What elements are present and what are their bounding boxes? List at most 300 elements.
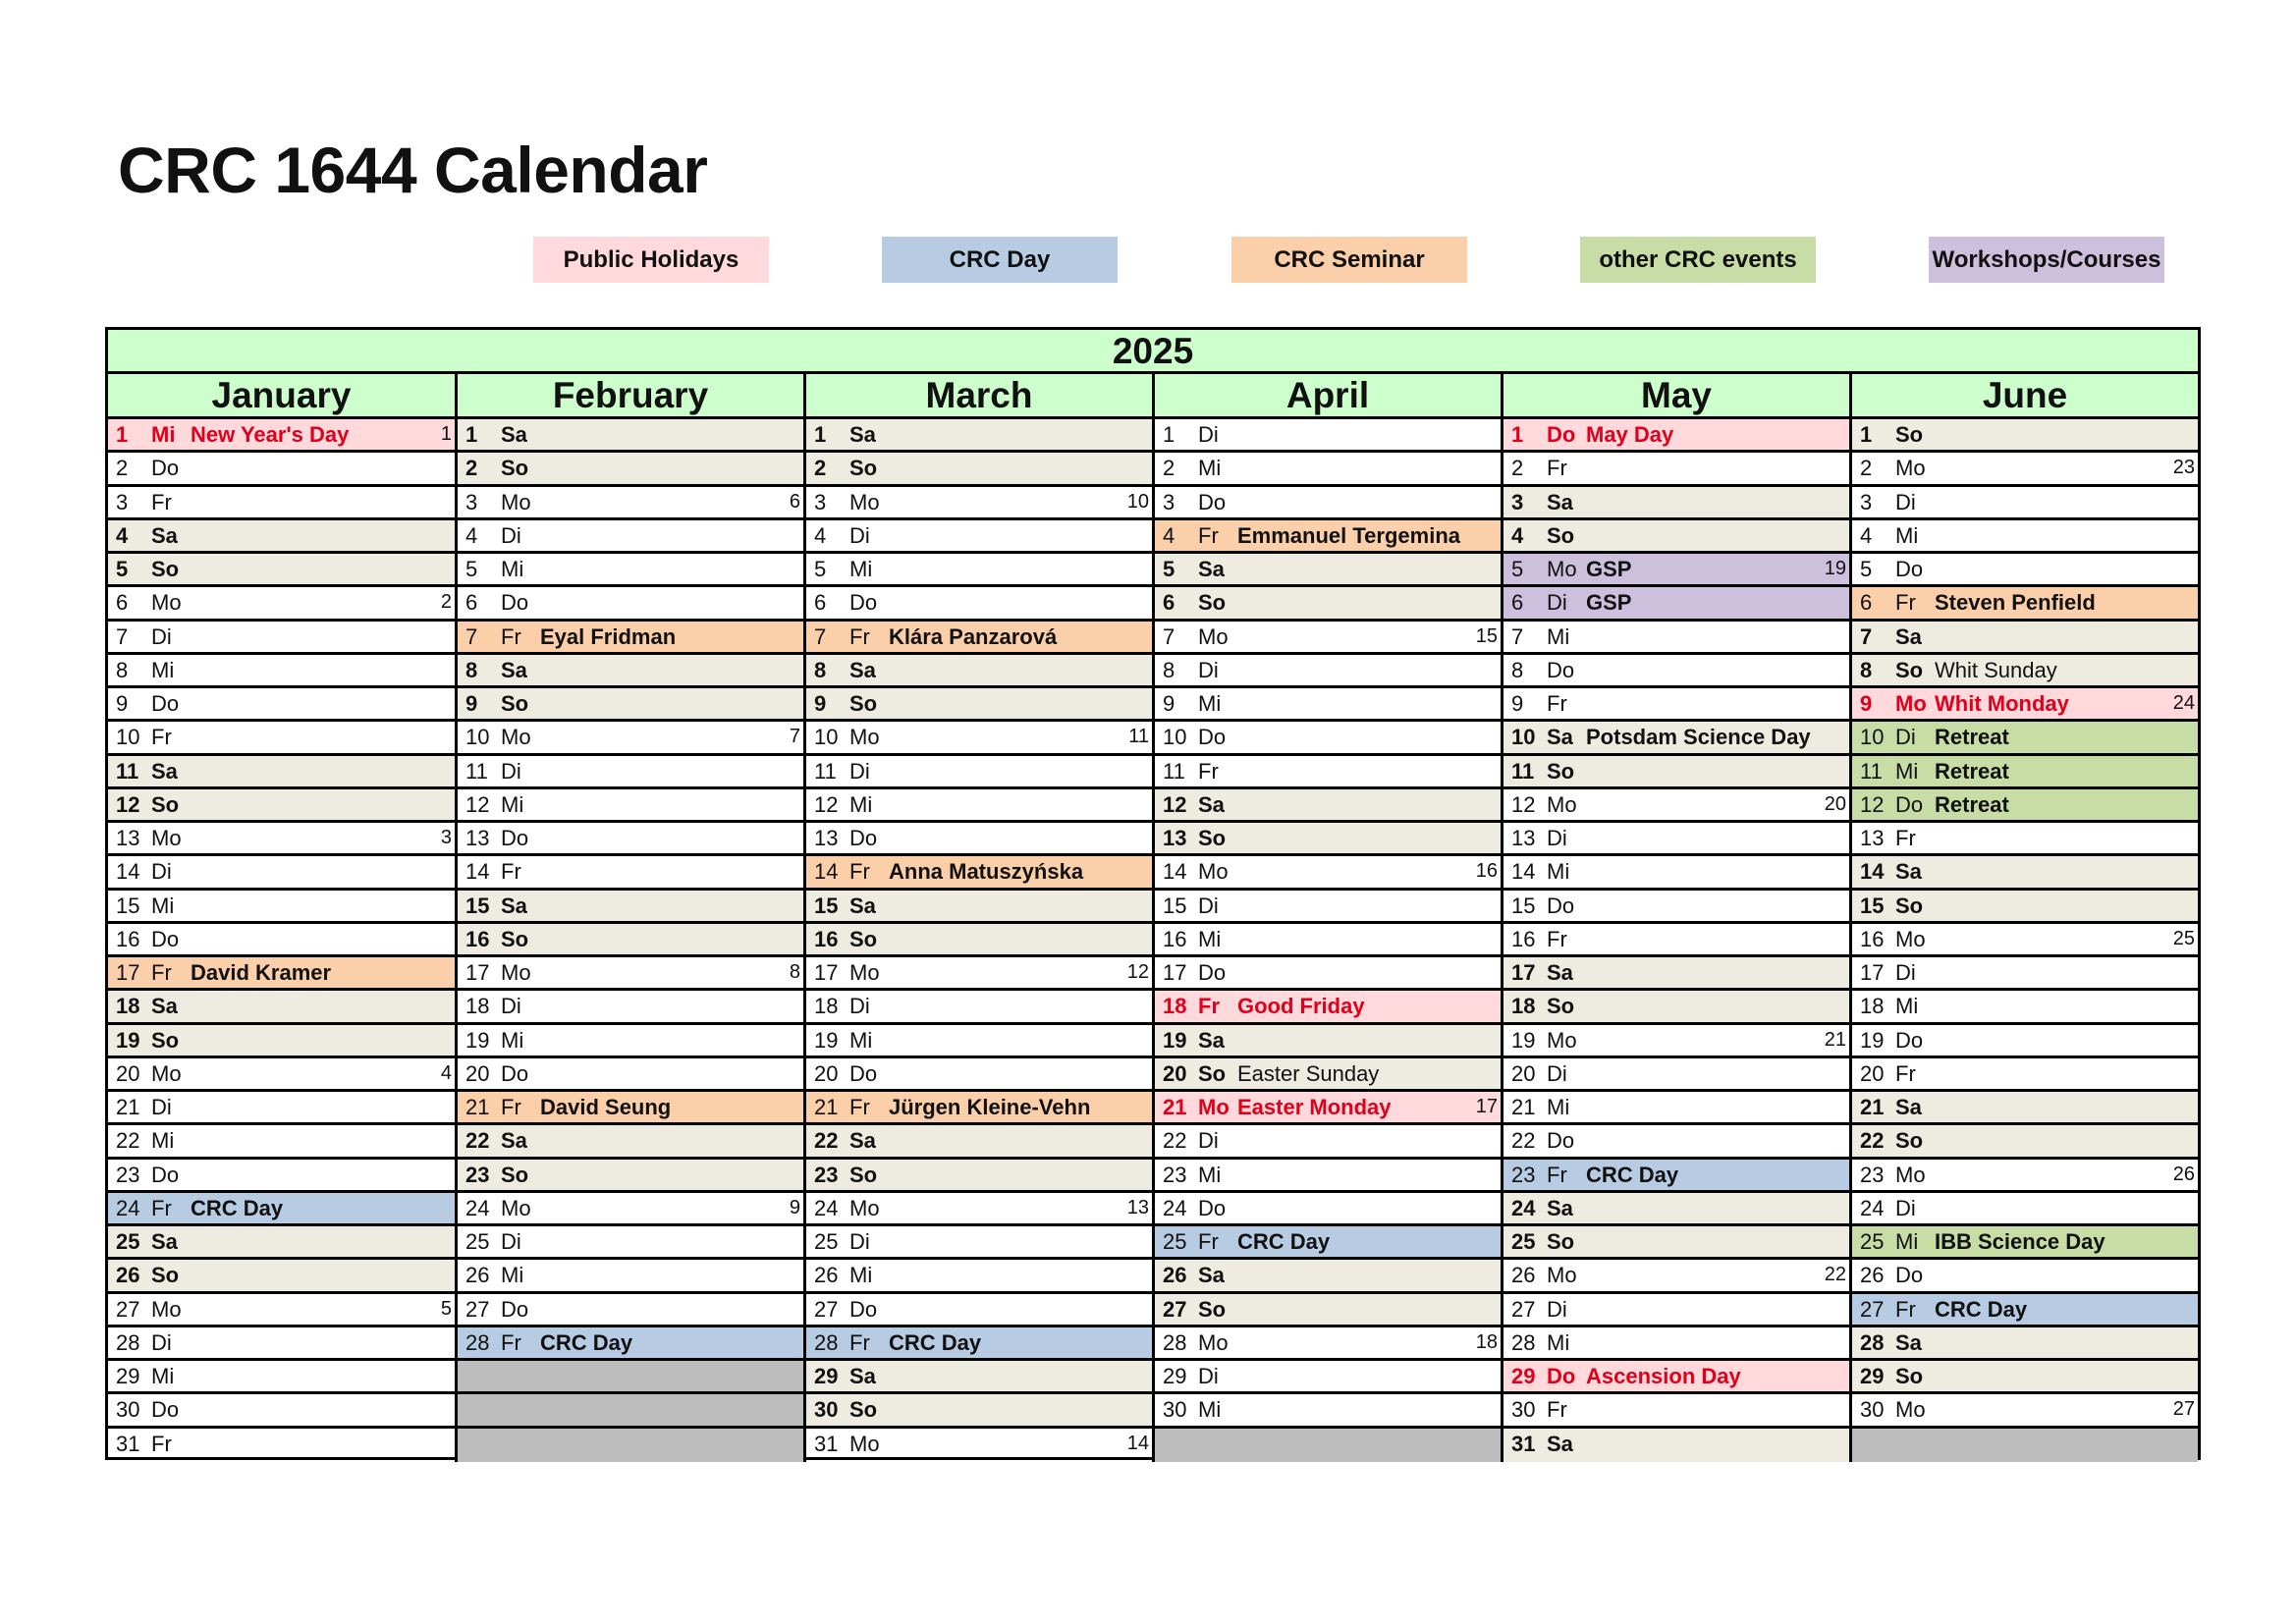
weekday-label: Di bbox=[1547, 1296, 1567, 1322]
event-label: Eyal Fridman bbox=[540, 623, 677, 649]
weekday-label: Mi bbox=[1198, 1397, 1222, 1423]
day-cell bbox=[806, 1058, 1152, 1092]
day-cell bbox=[1503, 622, 1849, 655]
weekday-label: Sa bbox=[849, 1128, 876, 1154]
day-cell bbox=[806, 587, 1152, 621]
day-cell bbox=[806, 1429, 1152, 1462]
day-cell bbox=[458, 622, 803, 655]
week-number: 11 bbox=[1128, 726, 1149, 748]
event-label: CRC Day bbox=[191, 1195, 284, 1220]
day-cell bbox=[108, 520, 455, 554]
day-number: 25 bbox=[1511, 1229, 1536, 1254]
day-number: 25 bbox=[116, 1229, 140, 1254]
day-number: 17 bbox=[1511, 960, 1536, 985]
weekday-label: Do bbox=[1547, 422, 1576, 447]
day-number: 29 bbox=[1163, 1364, 1187, 1388]
day-number: 6 bbox=[465, 590, 478, 616]
day-number: 23 bbox=[465, 1162, 490, 1187]
day-number: 21 bbox=[814, 1095, 839, 1119]
day-number: 10 bbox=[1163, 725, 1187, 750]
day-cell bbox=[1503, 1394, 1849, 1428]
day-number: 27 bbox=[465, 1296, 490, 1322]
day-cell bbox=[1155, 1160, 1501, 1193]
day-cell bbox=[458, 957, 803, 991]
weekday-label: Mi bbox=[501, 1263, 524, 1288]
weekday-label: Mi bbox=[501, 1027, 524, 1053]
day-cell bbox=[806, 1125, 1152, 1159]
day-cell bbox=[1155, 1193, 1501, 1226]
day-cell bbox=[1503, 856, 1849, 890]
event-label: Emmanuel Tergemina bbox=[1237, 522, 1460, 548]
day-cell bbox=[458, 1125, 803, 1159]
day-cell bbox=[1852, 1092, 2198, 1125]
legend-public-holidays: Public Holidays bbox=[533, 237, 769, 283]
weekday-label: Mo bbox=[1198, 1095, 1230, 1119]
day-cell bbox=[1155, 1058, 1501, 1092]
day-cell bbox=[458, 1226, 803, 1260]
day-number: 11 bbox=[1163, 758, 1185, 784]
event-label: Easter Sunday bbox=[1237, 1060, 1380, 1086]
weekday-label: Di bbox=[501, 758, 521, 784]
weekday-label: Sa bbox=[151, 522, 178, 548]
weekday-label: So bbox=[151, 1263, 180, 1288]
weekday-label: Do bbox=[849, 1296, 878, 1322]
weekday-label: Mo bbox=[501, 960, 531, 985]
weekday-label: So bbox=[849, 456, 878, 481]
day-number: 16 bbox=[1163, 926, 1187, 951]
day-number: 28 bbox=[116, 1329, 140, 1355]
day-cell bbox=[108, 1226, 455, 1260]
event-label: Good Friday bbox=[1237, 994, 1365, 1019]
day-cell bbox=[806, 1226, 1152, 1260]
weekday-label: Sa bbox=[151, 758, 178, 784]
weekday-label: Mo bbox=[849, 1195, 880, 1220]
month-column-april bbox=[1155, 419, 1503, 1462]
day-cell bbox=[1852, 1025, 2198, 1058]
day-number: 27 bbox=[1511, 1296, 1536, 1322]
day-cell bbox=[458, 1058, 803, 1092]
day-number: 2 bbox=[465, 456, 478, 481]
day-cell bbox=[108, 991, 455, 1024]
weekday-label: So bbox=[1895, 893, 1924, 918]
day-number: 24 bbox=[1163, 1195, 1187, 1220]
empty-day-cell bbox=[458, 1394, 803, 1428]
weekday-label: Mo bbox=[849, 489, 880, 514]
day-cell bbox=[108, 789, 455, 823]
day-number: 23 bbox=[1511, 1162, 1536, 1187]
day-number: 20 bbox=[1163, 1060, 1187, 1086]
day-number: 8 bbox=[814, 657, 827, 682]
weekday-label: Do bbox=[849, 590, 878, 616]
day-number: 31 bbox=[814, 1431, 839, 1456]
day-number: 25 bbox=[465, 1229, 490, 1254]
day-cell bbox=[1155, 1361, 1501, 1394]
weekday-label: Sa bbox=[151, 1229, 178, 1254]
weekday-label: Mo bbox=[1198, 859, 1229, 885]
event-label: Easter Monday bbox=[1237, 1095, 1392, 1119]
weekday-label: Fr bbox=[501, 623, 521, 649]
weekday-label: Fr bbox=[1198, 758, 1219, 784]
day-cell bbox=[1503, 823, 1849, 856]
week-number: 9 bbox=[789, 1196, 800, 1218]
day-cell bbox=[458, 587, 803, 621]
day-cell bbox=[1503, 1160, 1849, 1193]
weekday-label: So bbox=[1895, 1364, 1924, 1388]
day-cell bbox=[108, 688, 455, 722]
weekday-label: Sa bbox=[151, 994, 178, 1019]
day-cell bbox=[108, 622, 455, 655]
day-number: 2 bbox=[1163, 456, 1175, 481]
weekday-label: So bbox=[849, 926, 878, 951]
weekday-label: So bbox=[501, 926, 529, 951]
week-number: 15 bbox=[1475, 624, 1498, 647]
weekday-label: Mi bbox=[1895, 522, 1919, 548]
day-cell bbox=[806, 1294, 1152, 1327]
day-number: 4 bbox=[814, 522, 827, 548]
day-number: 28 bbox=[1511, 1329, 1536, 1355]
day-number: 9 bbox=[814, 691, 827, 716]
weekday-label: Mo bbox=[1547, 557, 1577, 581]
weekday-label: So bbox=[1198, 1296, 1227, 1322]
weekday-label: Sa bbox=[501, 893, 527, 918]
day-number: 17 bbox=[814, 960, 839, 985]
event-label: David Kramer bbox=[191, 960, 332, 985]
day-cell bbox=[1503, 1025, 1849, 1058]
day-cell bbox=[108, 487, 455, 520]
day-cell bbox=[806, 453, 1152, 486]
event-label: IBB Science Day bbox=[1935, 1229, 2105, 1254]
day-cell bbox=[1852, 756, 2198, 789]
week-number: 23 bbox=[2172, 457, 2195, 479]
day-number: 10 bbox=[465, 725, 490, 750]
day-cell bbox=[806, 957, 1152, 991]
weekday-label: So bbox=[501, 1162, 529, 1187]
day-cell bbox=[1852, 1125, 2198, 1159]
day-cell bbox=[806, 419, 1152, 453]
day-cell bbox=[1852, 520, 2198, 554]
day-cell bbox=[1155, 419, 1501, 453]
day-number: 30 bbox=[116, 1397, 140, 1423]
weekday-label: Sa bbox=[1198, 557, 1225, 581]
day-number: 23 bbox=[814, 1162, 839, 1187]
event-label: Steven Penfield bbox=[1935, 590, 2096, 616]
weekday-label: So bbox=[1547, 522, 1575, 548]
day-cell bbox=[1155, 1025, 1501, 1058]
weekday-label: Sa bbox=[849, 893, 876, 918]
day-cell bbox=[1503, 756, 1849, 789]
weekday-label: Mi bbox=[151, 893, 175, 918]
month-column-may bbox=[1503, 419, 1852, 1462]
weekday-label: Sa bbox=[501, 422, 527, 447]
day-cell bbox=[806, 823, 1152, 856]
day-number: 20 bbox=[1860, 1060, 1885, 1086]
day-number: 7 bbox=[1163, 623, 1175, 649]
weekday-label: So bbox=[1895, 657, 1924, 682]
weekday-label: Mo bbox=[1895, 456, 1926, 481]
day-number: 11 bbox=[116, 758, 139, 784]
day-cell bbox=[1503, 1058, 1849, 1092]
weekday-label: Sa bbox=[1547, 489, 1573, 514]
day-number: 8 bbox=[1511, 657, 1524, 682]
weekday-label: Di bbox=[501, 1229, 521, 1254]
day-number: 26 bbox=[1163, 1263, 1187, 1288]
day-cell bbox=[108, 419, 455, 453]
day-number: 5 bbox=[1163, 557, 1175, 581]
day-number: 3 bbox=[1860, 489, 1873, 514]
day-number: 12 bbox=[465, 791, 490, 817]
day-cell bbox=[458, 655, 803, 688]
day-number: 17 bbox=[1860, 960, 1885, 985]
weekday-label: Di bbox=[849, 522, 870, 548]
day-cell bbox=[806, 622, 1152, 655]
month-header-may: May bbox=[1503, 374, 1852, 419]
weekday-label: Mi bbox=[1547, 623, 1570, 649]
day-cell bbox=[806, 1361, 1152, 1394]
day-number: 31 bbox=[116, 1431, 140, 1456]
event-label: CRC Day bbox=[1935, 1296, 2028, 1322]
weekday-label: Fr bbox=[849, 1095, 870, 1119]
month-header-april: April bbox=[1155, 374, 1503, 419]
weekday-label: Fr bbox=[1198, 522, 1219, 548]
weekday-label: Mi bbox=[151, 1128, 175, 1154]
day-number: 17 bbox=[1163, 960, 1187, 985]
day-cell bbox=[108, 554, 455, 587]
day-number: 21 bbox=[1511, 1095, 1536, 1119]
weekday-label: Mi bbox=[1198, 691, 1222, 716]
day-cell bbox=[1852, 1193, 2198, 1226]
weekday-label: Fr bbox=[1895, 590, 1916, 616]
day-number: 19 bbox=[116, 1027, 140, 1053]
day-number: 9 bbox=[1511, 691, 1524, 716]
weekday-label: Mo bbox=[151, 826, 182, 850]
day-number: 16 bbox=[1860, 926, 1885, 951]
week-number: 17 bbox=[1475, 1096, 1498, 1117]
day-cell bbox=[108, 1394, 455, 1428]
weekday-label: So bbox=[151, 557, 180, 581]
day-cell bbox=[108, 1294, 455, 1327]
day-cell bbox=[806, 924, 1152, 957]
weekday-label: Mi bbox=[1198, 1162, 1222, 1187]
day-cell bbox=[1155, 924, 1501, 957]
day-cell bbox=[806, 891, 1152, 924]
day-cell bbox=[458, 419, 803, 453]
weekday-label: Mo bbox=[1547, 791, 1577, 817]
week-number: 7 bbox=[789, 726, 800, 748]
weekday-label: Do bbox=[849, 1060, 878, 1086]
event-label: GSP bbox=[1586, 590, 1632, 616]
day-cell bbox=[108, 823, 455, 856]
weekday-label: Do bbox=[501, 1296, 529, 1322]
weekday-label: Mi bbox=[501, 791, 524, 817]
day-cell bbox=[1503, 991, 1849, 1024]
day-number: 19 bbox=[1163, 1027, 1187, 1053]
day-number: 17 bbox=[465, 960, 490, 985]
day-cell bbox=[1503, 520, 1849, 554]
day-cell bbox=[458, 789, 803, 823]
weekday-label: Mo bbox=[501, 489, 531, 514]
week-number: 5 bbox=[440, 1297, 452, 1320]
empty-day-cell bbox=[458, 1429, 803, 1462]
week-number: 13 bbox=[1126, 1196, 1149, 1218]
day-cell bbox=[806, 789, 1152, 823]
weekday-label: Mo bbox=[1198, 1329, 1229, 1355]
week-number: 4 bbox=[440, 1061, 452, 1084]
day-cell bbox=[1852, 487, 2198, 520]
weekday-label: Do bbox=[1198, 489, 1227, 514]
day-number: 28 bbox=[1163, 1329, 1187, 1355]
day-cell bbox=[806, 1260, 1152, 1293]
day-number: 7 bbox=[116, 623, 129, 649]
day-cell bbox=[1503, 957, 1849, 991]
day-number: 3 bbox=[1511, 489, 1524, 514]
day-number: 13 bbox=[116, 826, 140, 850]
day-number: 8 bbox=[1860, 657, 1873, 682]
day-number: 6 bbox=[116, 590, 129, 616]
weekday-label: Fr bbox=[151, 1431, 172, 1456]
day-number: 15 bbox=[116, 893, 140, 918]
day-number: 26 bbox=[1860, 1263, 1885, 1288]
day-number: 15 bbox=[1511, 893, 1536, 918]
event-label: Klára Panzarová bbox=[889, 623, 1058, 649]
day-number: 13 bbox=[1511, 826, 1536, 850]
day-cell bbox=[458, 856, 803, 890]
weekday-label: Fr bbox=[151, 725, 172, 750]
event-label: May Day bbox=[1586, 422, 1674, 447]
weekday-label: So bbox=[501, 691, 529, 716]
weekday-label: Fr bbox=[151, 960, 172, 985]
day-cell bbox=[806, 487, 1152, 520]
day-number: 25 bbox=[1860, 1229, 1885, 1254]
day-cell bbox=[108, 1260, 455, 1293]
day-cell bbox=[458, 1025, 803, 1058]
weekday-label: Di bbox=[1547, 1060, 1567, 1086]
day-number: 12 bbox=[1860, 791, 1885, 817]
day-cell bbox=[1852, 891, 2198, 924]
weekday-label: Fr bbox=[1895, 1060, 1916, 1086]
day-number: 6 bbox=[1163, 590, 1175, 616]
day-number: 11 bbox=[1860, 758, 1883, 784]
weekday-label: Mo bbox=[151, 1060, 182, 1086]
day-number: 4 bbox=[116, 522, 129, 548]
day-number: 14 bbox=[116, 859, 140, 885]
weekday-label: Di bbox=[849, 758, 870, 784]
day-number: 14 bbox=[1860, 859, 1885, 885]
day-number: 5 bbox=[1860, 557, 1873, 581]
day-number: 20 bbox=[1511, 1060, 1536, 1086]
weekday-label: Mi bbox=[1198, 456, 1222, 481]
event-label: Whit Monday bbox=[1935, 691, 2069, 716]
day-cell bbox=[108, 1193, 455, 1226]
weekday-label: Di bbox=[1895, 489, 1916, 514]
month-column-march bbox=[806, 419, 1155, 1462]
event-label: CRC Day bbox=[1586, 1162, 1679, 1187]
weekday-label: Mo bbox=[1895, 1397, 1926, 1423]
day-cell bbox=[1503, 1429, 1849, 1462]
day-cell bbox=[458, 756, 803, 789]
day-cell bbox=[458, 924, 803, 957]
weekday-label: So bbox=[1895, 422, 1924, 447]
weekday-label: Di bbox=[1198, 657, 1219, 682]
weekday-label: Sa bbox=[1547, 1195, 1573, 1220]
weekday-label: Di bbox=[1547, 590, 1567, 616]
weekday-label: Mi bbox=[1895, 758, 1919, 784]
day-number: 5 bbox=[814, 557, 827, 581]
week-number: 6 bbox=[789, 490, 800, 513]
day-cell bbox=[1503, 453, 1849, 486]
week-number: 21 bbox=[1824, 1028, 1846, 1051]
day-cell bbox=[1852, 419, 2198, 453]
day-number: 23 bbox=[1860, 1162, 1885, 1187]
day-number: 24 bbox=[814, 1195, 839, 1220]
day-cell bbox=[1503, 487, 1849, 520]
weekday-label: So bbox=[1547, 994, 1575, 1019]
week-number: 12 bbox=[1126, 961, 1149, 983]
event-label: New Year's Day bbox=[191, 422, 350, 447]
day-number: 12 bbox=[1511, 791, 1536, 817]
day-number: 27 bbox=[116, 1296, 140, 1322]
day-number: 4 bbox=[465, 522, 478, 548]
event-label: Potsdam Science Day bbox=[1586, 725, 1811, 750]
weekday-label: Sa bbox=[1895, 1095, 1922, 1119]
day-cell bbox=[1155, 520, 1501, 554]
day-number: 30 bbox=[1163, 1397, 1187, 1423]
day-cell bbox=[108, 587, 455, 621]
day-cell bbox=[1155, 1226, 1501, 1260]
weekday-label: Sa bbox=[501, 657, 527, 682]
weekday-label: Mo bbox=[1547, 1263, 1577, 1288]
day-cell bbox=[1155, 856, 1501, 890]
weekday-label: Do bbox=[501, 1060, 529, 1086]
day-cell bbox=[806, 655, 1152, 688]
weekday-label: Mi bbox=[849, 1263, 873, 1288]
weekday-label: Do bbox=[151, 456, 180, 481]
day-cell bbox=[1503, 688, 1849, 722]
day-cell bbox=[1852, 1361, 2198, 1394]
day-number: 15 bbox=[1163, 893, 1187, 918]
day-cell bbox=[1852, 622, 2198, 655]
day-number: 1 bbox=[1860, 422, 1873, 447]
day-number: 24 bbox=[1860, 1195, 1885, 1220]
day-number: 22 bbox=[465, 1128, 490, 1154]
weekday-label: Sa bbox=[849, 657, 876, 682]
day-cell bbox=[806, 688, 1152, 722]
day-number: 21 bbox=[465, 1095, 490, 1119]
day-number: 29 bbox=[1860, 1364, 1885, 1388]
day-number: 22 bbox=[1860, 1128, 1885, 1154]
day-number: 16 bbox=[116, 926, 140, 951]
weekday-label: Fr bbox=[151, 1195, 172, 1220]
day-number: 4 bbox=[1163, 522, 1175, 548]
day-cell bbox=[108, 1429, 455, 1462]
weekday-label: Do bbox=[151, 926, 180, 951]
day-cell bbox=[1503, 587, 1849, 621]
weekday-label: Do bbox=[1198, 725, 1227, 750]
weekday-label: Fr bbox=[1198, 994, 1220, 1019]
weekday-label: Mi bbox=[849, 557, 873, 581]
day-number: 19 bbox=[1511, 1027, 1536, 1053]
week-number: 16 bbox=[1475, 860, 1498, 883]
weekday-label: Mo bbox=[151, 590, 182, 616]
day-cell bbox=[1852, 587, 2198, 621]
weekday-label: So bbox=[849, 1162, 878, 1187]
day-cell bbox=[1852, 688, 2198, 722]
day-number: 3 bbox=[1163, 489, 1175, 514]
week-number: 8 bbox=[789, 961, 800, 983]
day-number: 19 bbox=[1860, 1027, 1885, 1053]
day-number: 4 bbox=[1511, 522, 1524, 548]
day-cell bbox=[1503, 1226, 1849, 1260]
day-number: 24 bbox=[1511, 1195, 1536, 1220]
